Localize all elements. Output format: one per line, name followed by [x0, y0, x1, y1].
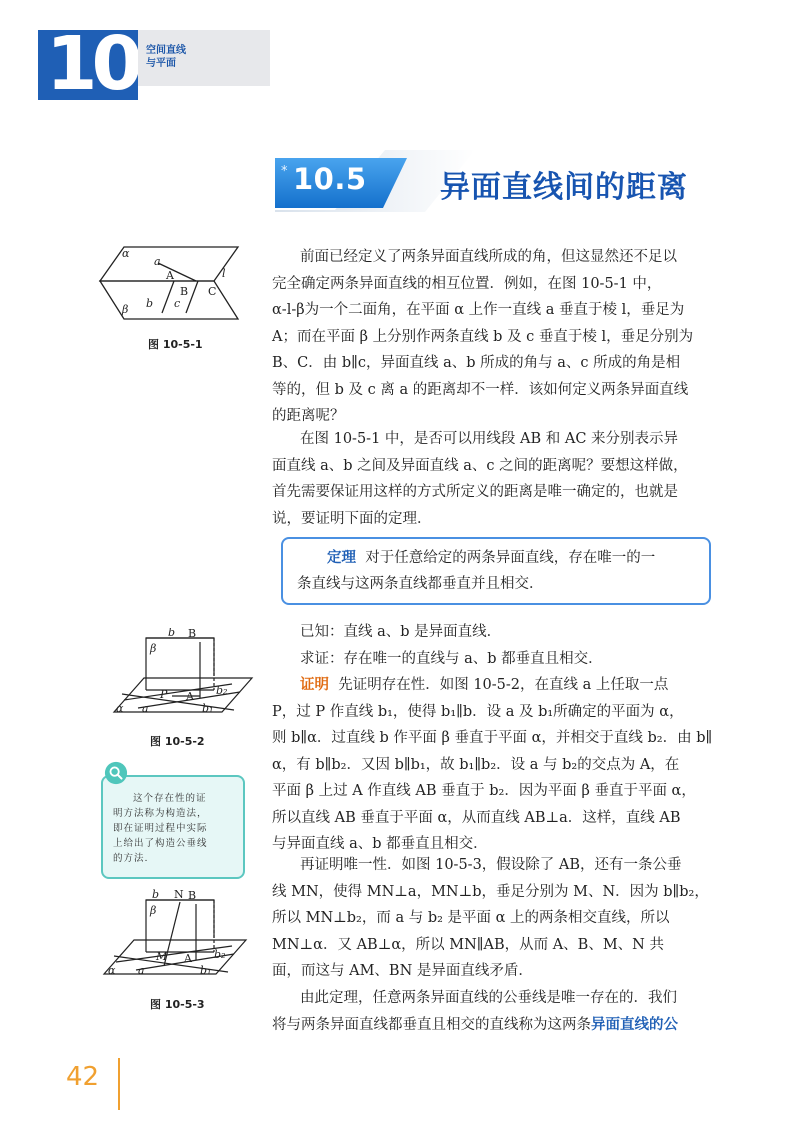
- paragraph-1-line: 等的，但 b 及 c 离 a 的距离却不一样．该如何定义两条异面直线: [272, 381, 689, 398]
- fig3-label-b2: b₂: [214, 948, 226, 961]
- paragraph-2-line: 在图 10-5-1 中，是否可以用线段 AB 和 AC 来分别表示异: [300, 431, 679, 447]
- fig1-label-l: l: [222, 267, 226, 280]
- theorem-line1: 对于任意给定的两条异面直线，存在唯一的一: [365, 550, 656, 566]
- paragraph-1-line: α-l-β为一个二面角，在平面 α 上作一直线 a 垂直于棱 l，垂足为: [272, 302, 685, 318]
- fig1-label-alpha: α: [122, 247, 130, 260]
- paragraph-1-line: 前面已经定义了两条异面直线所成的角，但这显然还不足以: [300, 249, 677, 265]
- fig1-label-C: C: [208, 285, 217, 298]
- paragraph-1: [272, 244, 712, 430]
- page-number-divider: [118, 1058, 120, 1110]
- fig3-label-beta: β: [150, 904, 157, 917]
- fig2-label-P: P: [160, 688, 168, 701]
- fig1-label-beta: β: [122, 303, 129, 316]
- proof-label: 证明: [300, 677, 329, 693]
- fig2-label-a: a: [142, 702, 149, 715]
- fig1-label-B: B: [180, 285, 189, 298]
- paragraph-4-line2: 将与两条异面直线都垂直且相交的直线称为这两条: [272, 1016, 591, 1033]
- proof-line: 则 b∥α．过直线 b 作平面 β 垂直于平面 α，并相交于直线 b₂．由 b∥: [272, 730, 713, 746]
- paragraph-1-line: 的距离呢？: [272, 408, 345, 424]
- figure-10-5-2: [110, 628, 255, 718]
- fig2-label-beta: β: [150, 642, 157, 655]
- note-line: 这个存在性的证: [133, 793, 207, 804]
- fig3-label-alpha: α: [108, 964, 116, 977]
- note-line: 的方法.: [113, 853, 149, 864]
- fig2-label-b: b: [168, 628, 176, 639]
- chapter-number: 10: [46, 21, 137, 107]
- figure-caption-10-5-1: 图 10-5-1: [148, 338, 203, 351]
- section-title: 异面直线间的距离: [440, 170, 688, 205]
- paragraph-3-line: 再证明唯一性．如图 10-5-3，假设除了 AB，还有一条公垂: [300, 857, 682, 873]
- fig2-label-B: B: [188, 628, 197, 640]
- fig3-label-A: A: [184, 952, 192, 965]
- section-star: *: [281, 164, 288, 179]
- figure-10-5-3: [100, 886, 250, 980]
- paragraph-1-line: 完全确定两条异面直线的相互位置．例如，在图 10-5-1 中，: [272, 275, 662, 292]
- fig3-label-M: M: [156, 950, 168, 963]
- paragraph-3-line: MN⊥α．又 AB⊥α，所以 MN∥AB，从而 A、B、M、N 共: [272, 936, 664, 953]
- magnifier-icon: [104, 761, 128, 785]
- theorem-label: 定理: [327, 550, 356, 566]
- figure-10-5-1: [98, 243, 248, 325]
- fig1-label-b: b: [146, 297, 154, 310]
- figure-caption-10-5-2: 图 10-5-2: [150, 735, 205, 748]
- proof-line: 与异面直线 a、b 都垂直且相交．: [272, 836, 488, 852]
- section-number: 10.5: [293, 162, 367, 196]
- theorem-line2: 条直线与这两条直线都垂直并且相交．: [297, 576, 544, 592]
- paragraph-3: [272, 852, 712, 985]
- paragraph-1-line: A；而在平面 β 上分别作两条直线 b 及 c 垂直于棱 l，垂足分别为: [272, 328, 694, 345]
- defined-term: 异面直线的公: [591, 1016, 678, 1033]
- figure-caption-10-5-3: 图 10-5-3: [150, 998, 205, 1011]
- note-line: 即在证明过程中实际: [113, 823, 208, 834]
- proof-line: 平面 β 上过 A 作直线 AB 垂直于 b₂．因为平面 β 垂直于平面 α，: [272, 783, 696, 799]
- paragraph-3-line: 线 MN，使得 MN⊥a，MN⊥b，垂足分别为 M、N．因为 b∥b₂，: [272, 883, 709, 900]
- fig3-label-b: b: [152, 888, 160, 901]
- prove-statement: 求证：存在唯一的直线与 a、b 都垂直且相交．: [300, 650, 603, 667]
- paragraph-2-line: 首先需要保证用这样的方式所定义的距离是唯一确定的，也就是: [272, 484, 678, 500]
- proof-line: α，有 b∥b₂．又因 b∥b₁，故 b₁∥b₂．设 a 与 b₂的交点为 A，在: [272, 756, 680, 773]
- chapter-title-line1: 空间直线: [146, 45, 186, 56]
- page-number: 42: [66, 1062, 100, 1092]
- proof-line: P，过 P 作直线 b₁，使得 b₁∥b．设 a 及 b₁所确定的平面为 α，: [272, 703, 684, 720]
- fig1-label-A: A: [166, 269, 174, 282]
- proof-first-line: 先证明存在性．如图 10-5-2，在直线 a 上任取一点: [338, 677, 669, 693]
- note-line: 上给出了构造公垂线: [113, 838, 208, 849]
- fig3-label-B: B: [188, 889, 197, 902]
- fig3-label-a: a: [138, 964, 145, 977]
- fig1-label-a: a: [154, 255, 161, 268]
- fig2-label-b1: b₁: [202, 702, 214, 715]
- fig1-label-c: c: [174, 297, 181, 310]
- paragraph-3-line: 面，而这与 AM、BN 是异面直线矛盾．: [272, 963, 533, 979]
- fig3-label-b1: b₁: [200, 964, 212, 977]
- chapter-title-line2: 与平面: [146, 58, 176, 69]
- paragraph-2: [272, 426, 712, 532]
- fig2-label-alpha: α: [116, 702, 124, 715]
- theorem-box: [281, 537, 711, 605]
- note-box: [101, 775, 245, 879]
- fig3-label-N: N: [174, 888, 184, 901]
- paragraph-4-line1: 由此定理，任意两条异面直线的公垂线是唯一存在的．我们: [300, 990, 677, 1006]
- note-line: 明方法称为构造法，: [113, 808, 208, 819]
- paragraph-3-line: 所以 MN⊥b₂，而 a 与 b₂ 是平面 α 上的两条相交直线，所以: [272, 910, 670, 926]
- chapter-title: [146, 44, 206, 70]
- paragraph-4: [272, 985, 712, 1038]
- paragraph-2-line: 说，要证明下面的定理．: [272, 510, 432, 527]
- fig2-label-b2: b₂: [216, 684, 228, 697]
- paragraph-2-line: 面直线 a、b 之间及异面直线 a、c 之间的距离呢？要想这样做，: [272, 457, 688, 474]
- fig2-label-A: A: [186, 690, 194, 703]
- proof-line: 所以直线 AB 垂直于平面 α，从而直线 AB⊥a．这样，直线 AB: [272, 809, 681, 826]
- given-statement: 已知：直线 a、b 是异面直线．: [300, 624, 502, 640]
- proof-section: [272, 619, 712, 858]
- paragraph-1-line: B、C．由 b∥c，异面直线 a、b 所成的角与 a、c 所成的角是相: [272, 355, 681, 371]
